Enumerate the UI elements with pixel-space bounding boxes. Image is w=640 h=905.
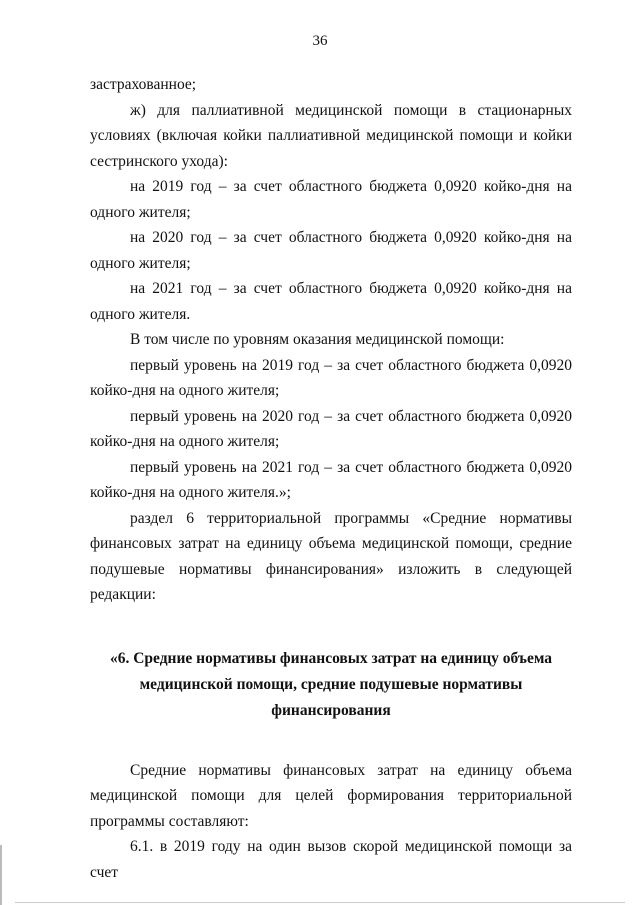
paragraph: застрахованное; <box>90 76 197 93</box>
paragraph: на 2021 год – за счет областного бюджета 0,0920 койко-дня на одного жителя. <box>90 280 572 323</box>
paragraph: первый уровень на 2020 год – за счет областного бюджета 0,0920 койко-дня на одного жителя; <box>90 407 572 450</box>
paragraph: на 2020 год – за счет областного бюджета 0,0920 койко-дня на одного жителя; <box>90 229 572 272</box>
paragraph: Средние нормативы финансовых затрат на единицу объема медицинской помощи для целей формирования территориальной программы составляют: <box>90 761 572 830</box>
page-number: 36 <box>312 33 328 49</box>
paragraph: 6.1. в 2019 году на один вызов скорой медицинской помощи за счет <box>90 838 572 881</box>
document-body <box>90 72 572 885</box>
paragraph: на 2019 год – за счет областного бюджета 0,0920 койко-дня на одного жителя; <box>90 178 572 221</box>
scan-edge-mark <box>0 845 2 905</box>
paragraph: раздел 6 территориальной программы «Средние нормативы финансовых затрат на единицу объема медицинской помощи, средние подушевые нормативы финансирования» изложить в следующей редакции: <box>90 509 572 603</box>
heading-line: финансирования <box>271 701 391 719</box>
scan-bottom-line <box>15 902 625 903</box>
paragraph: ж) для паллиативной медицинской помощи в стационарных условиях (включая койки паллиативной медицинской помощи и койки сестринского ухода): <box>90 101 572 170</box>
paragraph: первый уровень на 2019 год – за счет областного бюджета 0,0920 койко-дня на одного жителя; <box>90 356 572 399</box>
paragraph: В том числе по уровням оказания медицинской помощи: <box>130 331 505 348</box>
paragraph: первый уровень на 2021 год – за счет областного бюджета 0,0920 койко-дня на одного жителя.»; <box>90 458 572 501</box>
heading-line: медицинской помощи, средние подушевые нормативы <box>139 675 523 693</box>
heading-line: «6. Средние нормативы финансовых затрат на единицу объема <box>109 649 553 667</box>
section-heading <box>90 646 572 724</box>
